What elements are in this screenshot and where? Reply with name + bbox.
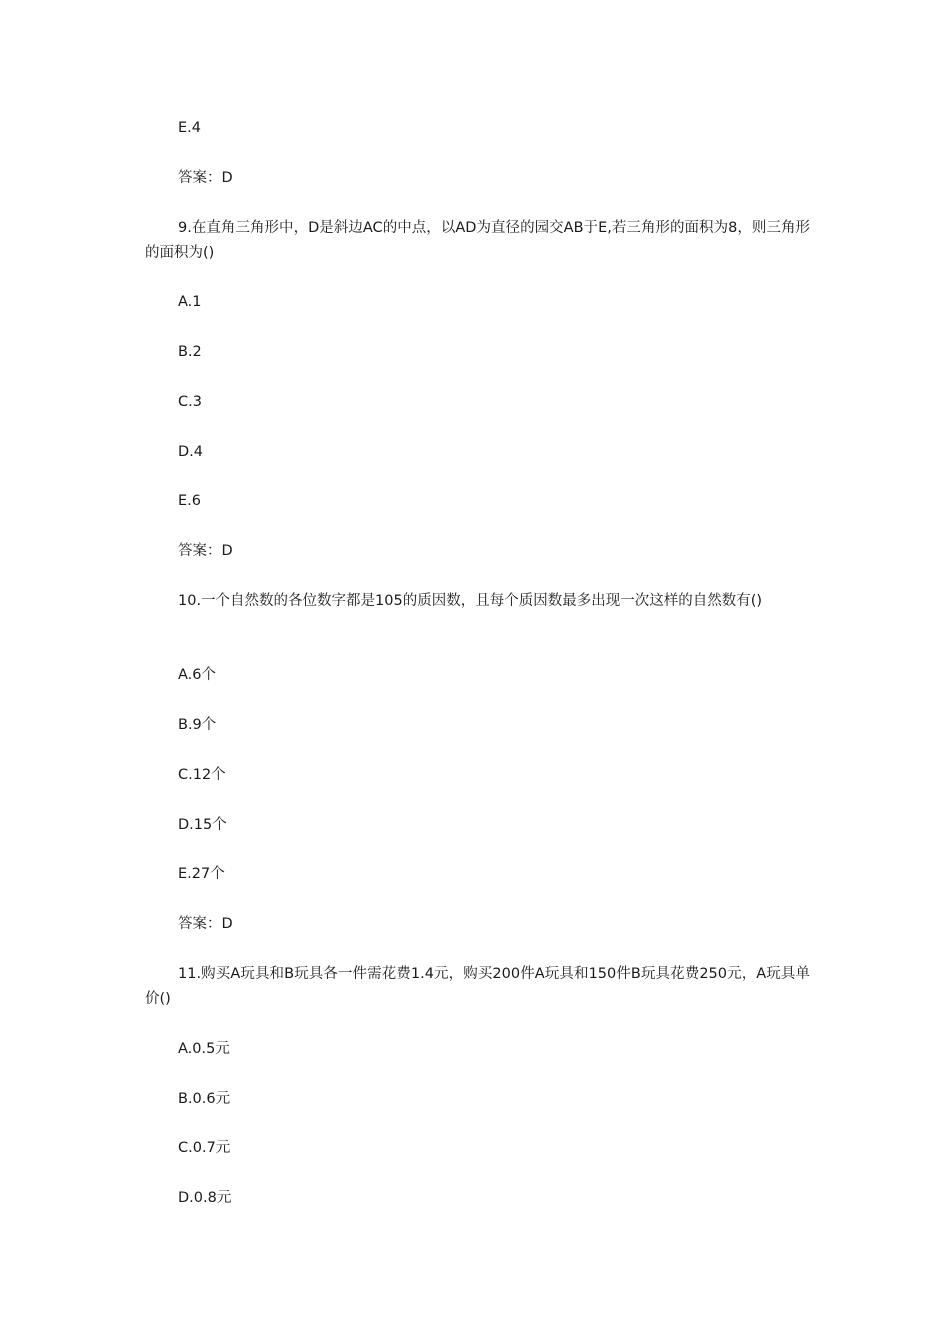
answer-prev: 答案：D [178, 170, 233, 186]
q10-option-b: B.9个 [178, 717, 217, 733]
q11-option-b: B.0.6元 [178, 1091, 231, 1107]
q10-option-d: D.15个 [178, 817, 227, 833]
option-e-prev: E.4 [178, 120, 201, 136]
q9-option-d: D.4 [178, 444, 203, 460]
q11-option-d: D.0.8元 [178, 1190, 232, 1206]
question-11-stem: 11.购买A玩具和B玩具各一件需花费1.4元，购买200件A玩具和150件B玩具花费250元，A玩具单价() [145, 966, 810, 1007]
question-9-stem: 9.在直角三角形中，D是斜边AC的中点，以AD为直径的园交AB于E,若三角形的面积为8，则三角形的面积为() [145, 220, 810, 261]
q10-option-a: A.6个 [178, 667, 216, 683]
q9-option-e: E.6 [178, 493, 201, 509]
q9-option-b: B.2 [178, 344, 202, 360]
q9-option-c: C.3 [178, 394, 202, 410]
q9-option-a: A.1 [178, 294, 202, 310]
q10-option-e: E.27个 [178, 866, 225, 882]
q11-option-c: C.0.7元 [178, 1140, 231, 1156]
q10-option-c: C.12个 [178, 767, 226, 783]
q10-answer: 答案：D [178, 916, 233, 932]
q11-option-a: A.0.5元 [178, 1041, 230, 1057]
q9-answer: 答案：D [178, 543, 233, 559]
question-10-stem: 10.一个自然数的各位数字都是105的质因数，且每个质因数最多出现一次这样的自然数有() [178, 593, 763, 609]
